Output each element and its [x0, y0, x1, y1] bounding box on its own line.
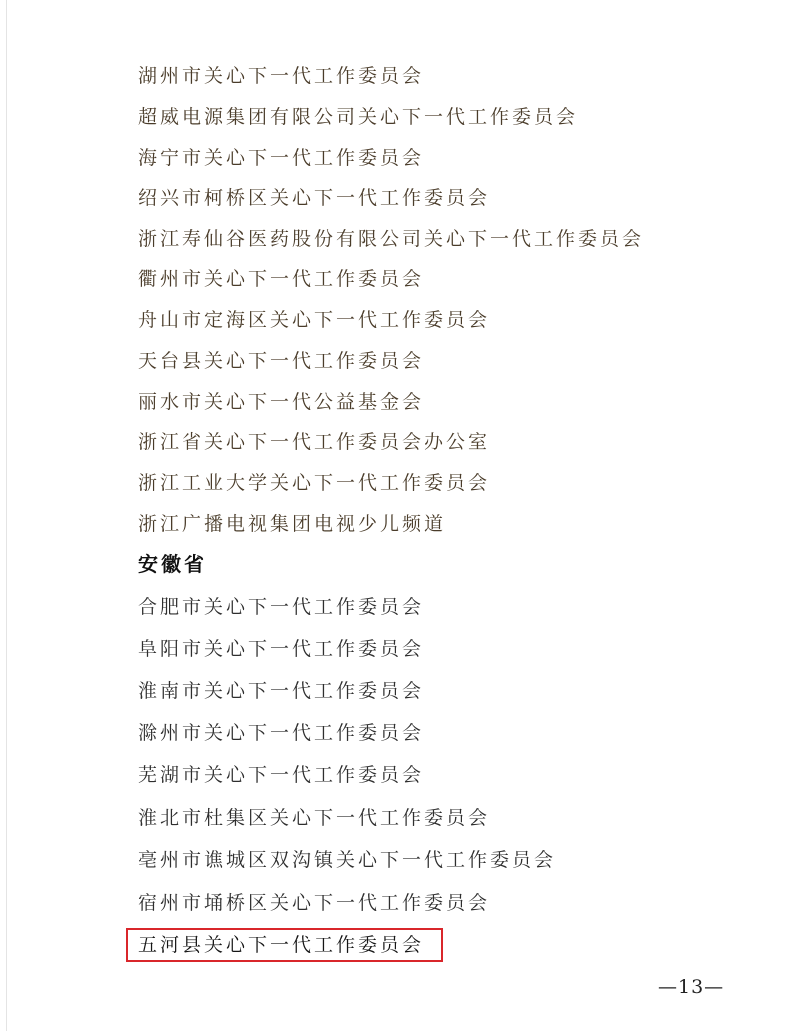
- list-item: 超威电源集团有限公司关心下一代工作委员会: [138, 106, 579, 128]
- province-heading: 安徽省: [138, 552, 207, 576]
- list-item: 合肥市关心下一代工作委员会: [138, 596, 425, 618]
- list-item: 丽水市关心下一代公益基金会: [138, 391, 425, 413]
- list-item: 浙江工业大学关心下一代工作委员会: [138, 472, 491, 494]
- list-item: 宿州市埇桥区关心下一代工作委员会: [138, 892, 491, 914]
- list-item: 衢州市关心下一代工作委员会: [138, 268, 425, 290]
- list-item: 淮南市关心下一代工作委员会: [138, 680, 425, 702]
- list-item: 淮北市杜集区关心下一代工作委员会: [138, 807, 491, 829]
- list-item: 海宁市关心下一代工作委员会: [138, 147, 425, 169]
- list-item: 浙江省关心下一代工作委员会办公室: [138, 431, 491, 453]
- list-item: 湖州市关心下一代工作委员会: [138, 65, 425, 87]
- list-item: 天台县关心下一代工作委员会: [138, 350, 425, 372]
- list-item: 滁州市关心下一代工作委员会: [138, 722, 425, 744]
- list-item: 绍兴市柯桥区关心下一代工作委员会: [138, 187, 491, 209]
- list-item: 亳州市谯城区双沟镇关心下一代工作委员会: [138, 849, 557, 871]
- list-item: 浙江寿仙谷医药股份有限公司关心下一代工作委员会: [138, 228, 645, 250]
- list-item: 阜阳市关心下一代工作委员会: [138, 638, 425, 660]
- list-item: 芜湖市关心下一代工作委员会: [138, 764, 425, 786]
- list-item: 浙江广播电视集团电视少儿频道: [138, 513, 447, 535]
- list-item: 舟山市定海区关心下一代工作委员会: [138, 309, 491, 331]
- highlighted-entry: 五河县关心下一代工作委员会: [138, 934, 425, 956]
- page-number: —13—: [658, 976, 725, 998]
